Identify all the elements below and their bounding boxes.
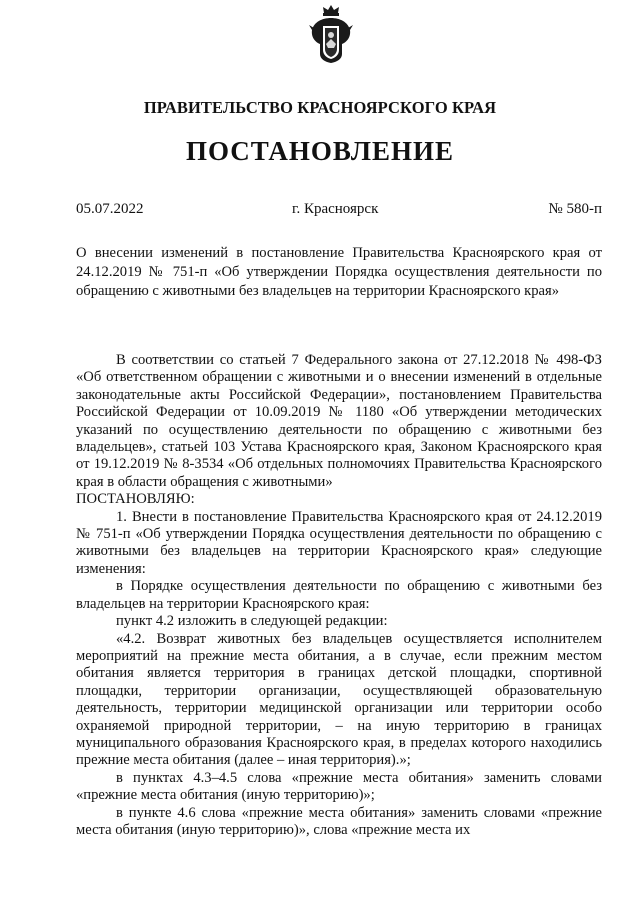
document-date: 05.07.2022 — [76, 201, 144, 217]
coat-of-arms-emblem — [308, 4, 354, 64]
item-1-point-4-6-paragraph: в пункте 4.6 слова «прежние места обитания» заменить словами «прежние места обитания (иную территорию)», слова «прежние места их — [76, 804, 602, 838]
resolve-line: ПОСТАНОВЛЯЮ: — [76, 491, 195, 508]
preamble-paragraph: В соответствии со статьей 7 Федерального закона от 27.12.2018 № 498-ФЗ «Об ответственном обращении с животными и о внесении изменений в отдельные законодательные акты Российской Федерации», постановлением Правительства Российской Федерации от 10.09.2019 № 1180 «Об утверждении методических указаний по осуществлению деятельности по обращению с животными без владельцев», статьей 103 Устава Красноярского края, Законом Красноярского края от 19.12.2019 № 8-3534 «Об отдельных полномочиях Правительства Красноярского края в области обращения с животными» — [76, 352, 602, 490]
item-1-quote-paragraph: «4.2. Возврат животных без владельцев осуществляется исполнителем мероприятий на прежние места обитания, а в случае, если прежним местом обитания является территория в границах детской площадки, спортивной площадки, территории организации, осуществляющей образовательную деятельность, территории медицинской организации или территории особо охраняемой природной территории, – на иную территорию в границах муниципального образования Красноярского края, в пределах которого находились прежние места обитания (далее – иная территория).»; — [76, 630, 602, 769]
item-1-points-4-3-paragraph: в пунктах 4.3–4.5 слова «прежние места обитания» заменить словами «прежние места обитания (иную территорию)»; — [76, 769, 602, 804]
document-city: г. Красноярск — [292, 201, 379, 217]
document-body — [76, 352, 602, 839]
government-heading: ПРАВИТЕЛЬСТВО КРАСНОЯРСКОГО КРАЯ — [143, 98, 497, 117]
document-type-title: ПОСТАНОВЛЕНИЕ — [185, 136, 455, 166]
document-number: № 580-п — [548, 201, 602, 217]
item-1-paragraph: 1. Внести в постановление Правительства Красноярского края от 24.12.2019 № 751-п «Об утверждении Порядка осуществления деятельности по обращению с животными без владельцев на территории Красноярского края» следующие изменения: — [76, 508, 602, 577]
item-1-point-line: пункт 4.2 изложить в следующей редакции: — [116, 613, 388, 630]
item-1-subparagraph: в Порядке осуществления деятельности по обращению с животными без владельцев на территории Красноярского края: — [76, 578, 602, 612]
document-subject: О внесении изменений в постановление Правительства Красноярского края от 24.12.2019 № 751-п «Об утверждении Порядка осуществления деятельности по обращению с животными без владельцев на территории Красноярского края» — [76, 245, 602, 299]
